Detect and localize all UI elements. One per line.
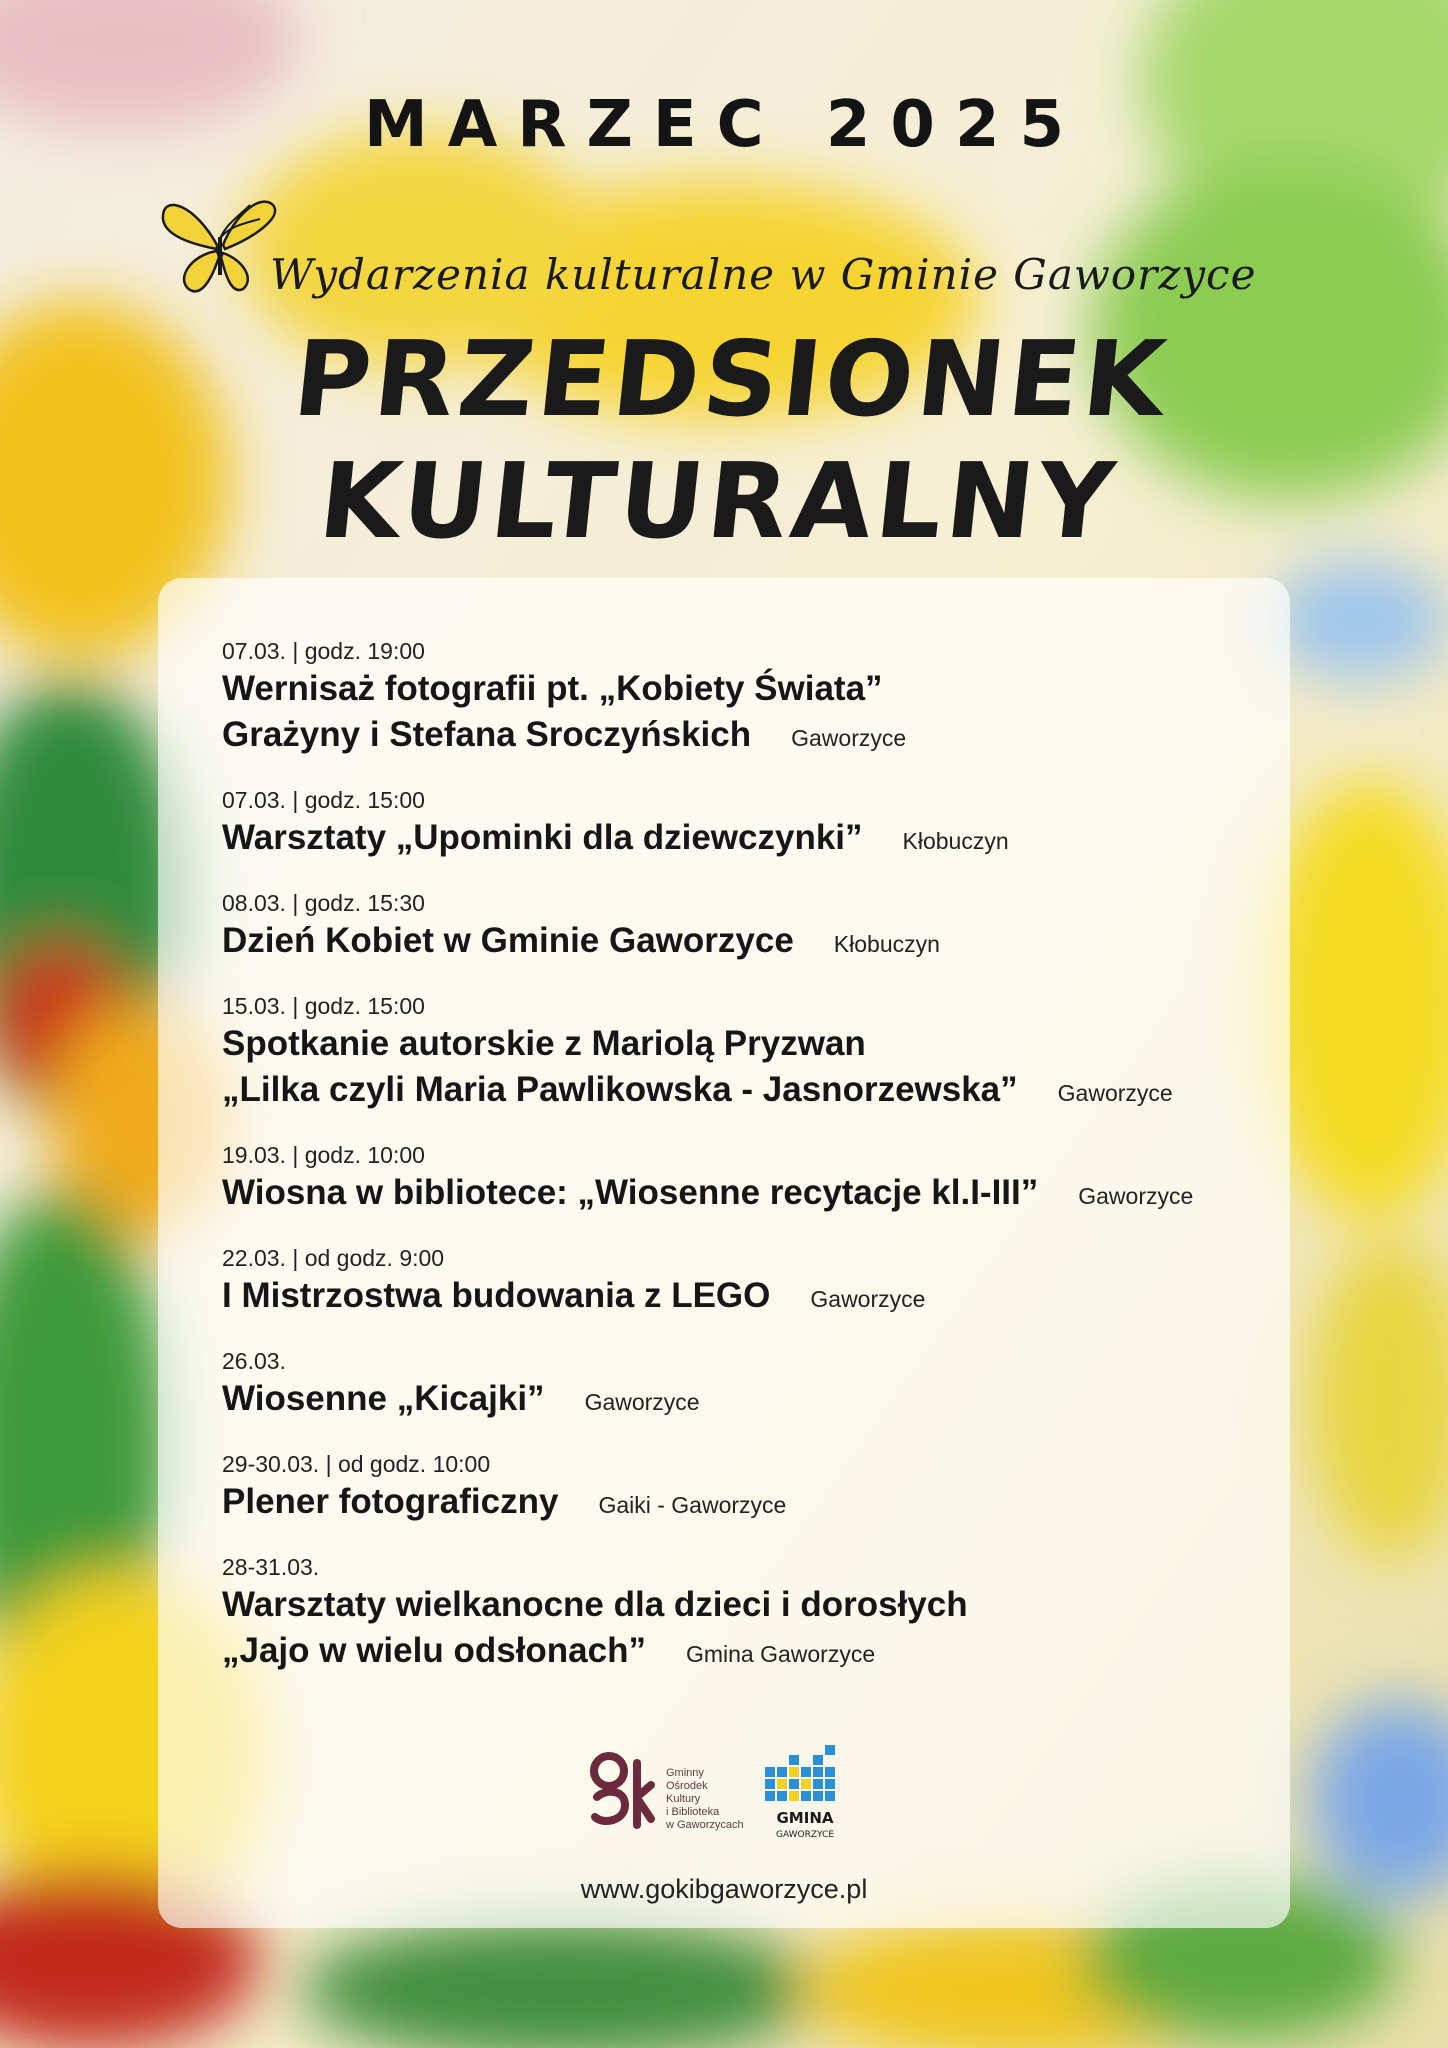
event-date: 07.03. | godz. 19:00	[222, 638, 425, 664]
event-place: Gaworzyce	[791, 725, 907, 751]
event-item	[222, 636, 1262, 761]
gmina-logo-subtitle: GAWORZYCE	[775, 1830, 835, 1840]
event-title: Wiosna w bibliotece: „Wiosenne recytacje kl.I-III”	[222, 1173, 1039, 1212]
event-title: Warsztaty wielkanocne dla dzieci i dorosłych	[222, 1585, 968, 1624]
event-date: 26.03.	[222, 1348, 286, 1374]
event-title: Spotkanie autorskie z Mariolą Pryzwan	[222, 1024, 866, 1063]
partner-logos	[585, 1745, 875, 1845]
event-title: „Lilka czyli Maria Pawlikowska - Jasnorzewska”	[222, 1070, 1018, 1109]
event-place: Gmina Gaworzyce	[685, 1641, 876, 1667]
event-title: Plener fotograficzny	[222, 1482, 559, 1521]
event-item	[222, 888, 1262, 967]
event-date: 08.03. | godz. 15:30	[222, 890, 425, 916]
event-item	[222, 1346, 1262, 1425]
event-date: 28-31.03.	[222, 1554, 320, 1580]
website-link[interactable]: www.gokibgaworzyce.pl	[580, 1874, 868, 1904]
gok-logo-icon	[585, 1745, 655, 1835]
event-date: 22.03. | od godz. 9:00	[222, 1245, 445, 1271]
event-date: 19.03. | godz. 10:00	[222, 1142, 425, 1168]
event-date: 15.03. | godz. 15:00	[222, 993, 425, 1019]
event-place: Gaiki - Gaworzyce	[598, 1492, 787, 1518]
event-item	[222, 1140, 1262, 1219]
event-title: Warsztaty „Upominki dla dziewczynki”	[222, 818, 863, 857]
event-title: Dzień Kobiet w Gminie Gaworzyce	[222, 921, 794, 960]
event-place: Gaworzyce	[1057, 1080, 1173, 1106]
event-item	[222, 1449, 1262, 1528]
event-item	[222, 991, 1262, 1116]
event-place: Kłobuczyn	[902, 828, 1009, 854]
event-place: Gaworzyce	[810, 1286, 926, 1312]
event-title: Wiosenne „Kicajki”	[222, 1379, 545, 1418]
event-title: Wernisaż fotografii pt. „Kobiety Świata”	[222, 669, 883, 708]
event-title: I Mistrzostwa budowania z LEGO	[222, 1276, 771, 1315]
event-title: Grażyny i Stefana Sroczyńskich	[222, 715, 752, 754]
event-title: „Jajo w wielu odsłonach”	[222, 1631, 646, 1670]
event-item	[222, 1552, 1262, 1677]
event-list	[222, 636, 1262, 1701]
brand-heading: PRZEDSIONEK KULTURALNY	[288, 318, 1175, 562]
event-place: Gaworzyce	[584, 1389, 700, 1415]
event-place: Gaworzyce	[1078, 1183, 1194, 1209]
event-subtitle: Wydarzenia kulturalne w Gminie Gaworzyce	[270, 250, 1257, 299]
page-title: MARZEC 2025	[364, 88, 1084, 162]
event-item	[222, 1243, 1262, 1322]
event-date: 07.03. | godz. 15:00	[222, 787, 425, 813]
gmina-logo-title: GMINA	[776, 1809, 834, 1827]
event-date: 29-30.03. | od godz. 10:00	[222, 1451, 491, 1477]
event-item	[222, 785, 1262, 864]
gmina-logo-icon	[765, 1745, 845, 1845]
gok-logo-text: Gminny Ośrodek Kultury i Biblioteka w Gaworzycach	[666, 1767, 744, 1831]
event-place: Kłobuczyn	[833, 931, 940, 957]
